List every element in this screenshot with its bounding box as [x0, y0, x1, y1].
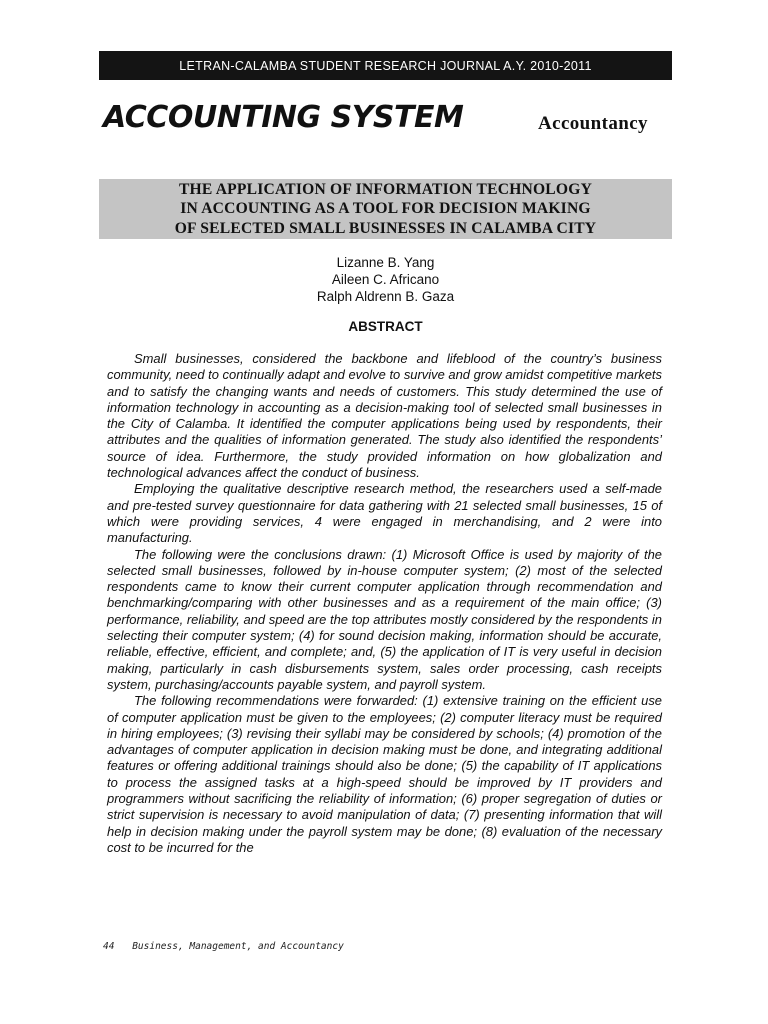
author-name: Lizanne B. Yang: [336, 255, 435, 270]
journal-header-text: LETRAN-CALAMBA STUDENT RESEARCH JOURNAL A.Y. 2010-2011: [179, 58, 592, 73]
abstract-heading: ABSTRACT: [348, 319, 423, 334]
author-name: Aileen C. Africano: [331, 272, 440, 287]
paper-title-line: IN ACCOUNTING AS A TOOL FOR DECISION MAKING: [180, 200, 591, 218]
paper-title-box: [99, 179, 672, 239]
abstract-paragraph: Employing the qualitative descriptive research method, the researchers used a self-made and pre-tested survey questionnaire for data gathering with 21 selected small businesses, 15 of which were providing services, 4 were engaged in merchandising, and 2 were into manufacturing.: [107, 481, 662, 546]
paper-title-line: THE APPLICATION OF INFORMATION TECHNOLOGY: [178, 180, 593, 198]
author-name: Ralph Aldrenn B. Gaza: [316, 289, 455, 304]
abstract-body: [107, 351, 662, 856]
abstract-paragraph: The following were the conclusions drawn: (1) Microsoft Office is used by majority of the selected small businesses, followed by in-house computer system; (2) most of the selected respondents came to know their current computer application through recommendation and benchmarking/comparing with other businesses and as a requirement of the main office; (3) performance, reliability, and speed are the top attributes mostly considered by the respondents in selecting their computer system; (4) for sound decision making, information should be accurate, reliable, effective, efficient, and complete; and, (5) the application of IT is very useful in decision making, particularly in cash disbursements system, sales order processing, cash receipts system, purchasing/accounts payable system, and payroll system.: [107, 546, 662, 692]
author-list: [99, 254, 672, 305]
footer-text: Business, Management, and Accountancy: [132, 941, 344, 952]
section-tag: Accountancy: [538, 113, 648, 134]
journal-header-bar: [99, 51, 672, 80]
abstract-paragraph: Small businesses, considered the backbone and lifeblood of the country’s business community, need to continually adapt and evolve to survive and grow amidst competitive markets and to satisfy the changing wants and needs of customers. This study determined the use of information technology in accounting as a decision-making tool of selected small businesses in the City of Calamba. It identified the computer applications being used by respondents, their attributes and the qualities of information generated. The study also identified the respondents’ source of idea. Furthermore, the study provided information on how globalization and technological advances affect the conduct of business.: [107, 351, 662, 481]
abstract-paragraph: The following recommendations were forwarded: (1) extensive training on the efficient use of computer application must be given to the employees; (2) computer literacy must be required in hiring employees; (3) revising their syllabi may be considered by schools; (4) promotion of the advantages of computer application in decision making must be done, and integrating additional features or offering additional trainings should also be done; (5) the capability of IT applications to process the assigned tasks at a high-speed should be improved by IT providers and programmers without sacrificing the reliability of information; (6) proper segregation of duties or strict supervision is necessary to avoid manipulation of data; (7) presenting information that will help in decision making under the payroll system may be done; (8) evaluation of the necessary cost to be incurred for the: [107, 693, 662, 855]
paper-title-line: OF SELECTED SMALL BUSINESSES IN CALAMBA CITY: [174, 219, 597, 237]
page-number: 44: [103, 941, 115, 952]
section-title: ACCOUNTING SYSTEM: [103, 100, 464, 135]
page-footer: [103, 941, 344, 952]
